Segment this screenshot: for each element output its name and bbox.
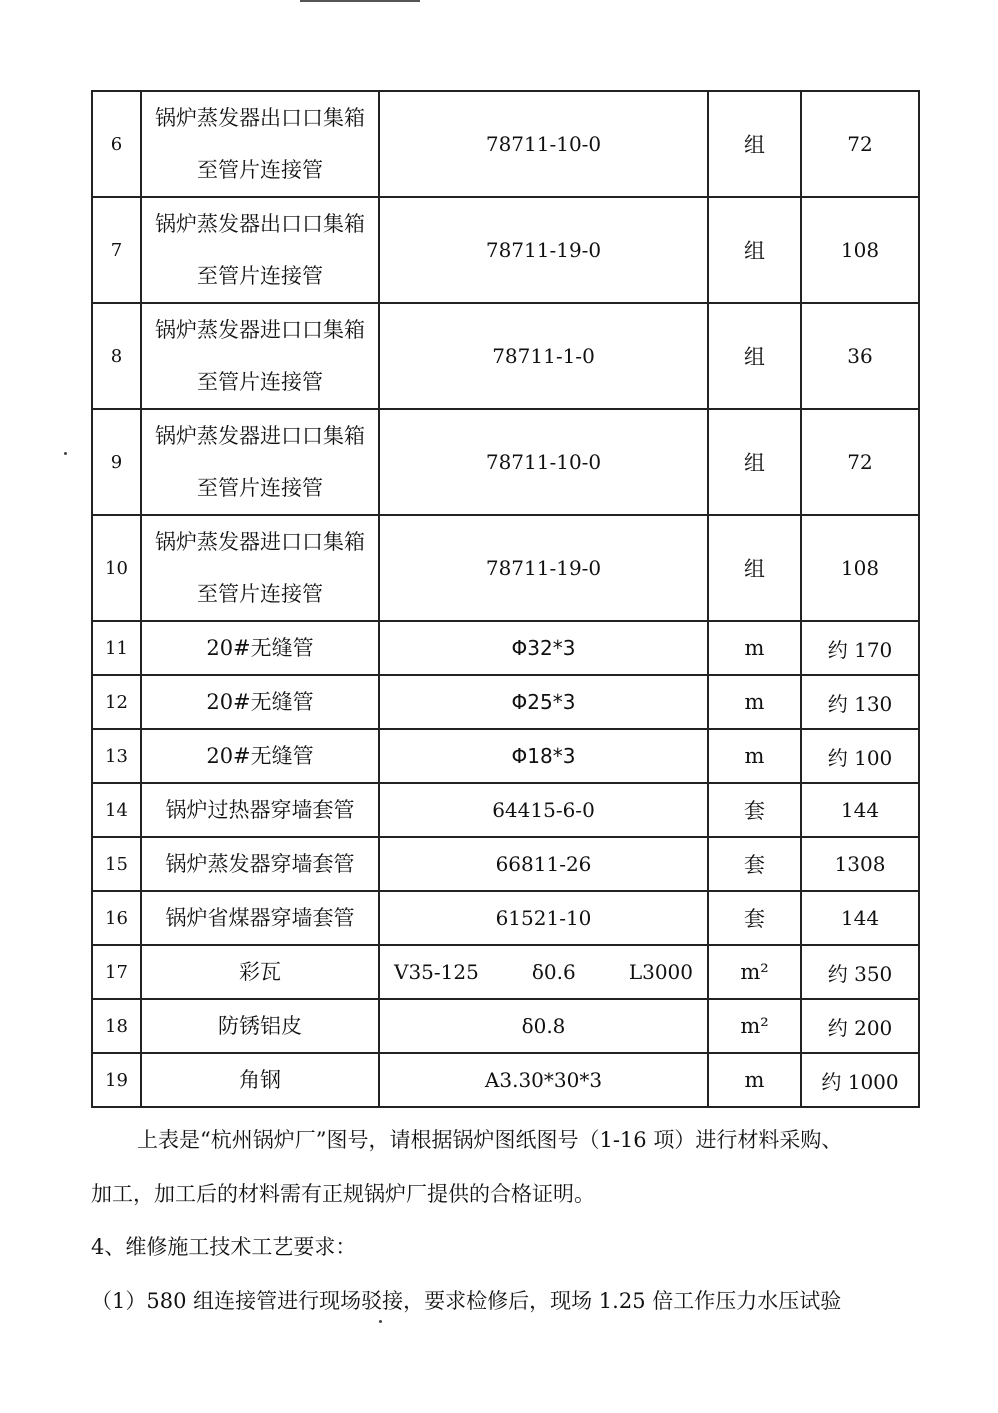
item-unit: 套 <box>708 837 801 891</box>
row-number: 12 <box>92 675 141 729</box>
materials-table <box>91 90 920 1108</box>
item-unit: m <box>708 675 801 729</box>
item-quantity: 约 170 <box>801 621 919 675</box>
table-row <box>92 91 919 197</box>
item-name: 锅炉省煤器穿墙套管 <box>141 891 379 945</box>
item-name: 20#无缝管 <box>141 729 379 783</box>
note-line-1: 上表是“杭州锅炉厂”图号，请根据锅炉图纸图号（1-16 项）进行材料采购、 <box>137 1128 843 1152</box>
item-spec: Φ25*3 <box>379 675 708 729</box>
item-unit: m <box>708 729 801 783</box>
table-row <box>92 1053 919 1107</box>
item-spec: 78711-1-0 <box>379 303 708 409</box>
row-number: 14 <box>92 783 141 837</box>
item-quantity: 72 <box>801 91 919 197</box>
item-spec: δ0.8 <box>379 999 708 1053</box>
item-quantity: 72 <box>801 409 919 515</box>
table-row <box>92 837 919 891</box>
table-row <box>92 945 919 999</box>
item-quantity: 144 <box>801 891 919 945</box>
section-4-title: 4、维修施工技术工艺要求： <box>91 1235 357 1259</box>
spec-part-model: V35-125 <box>394 960 479 984</box>
item-quantity: 1308 <box>801 837 919 891</box>
item-spec: A3.30*30*3 <box>379 1053 708 1107</box>
table-row <box>92 891 919 945</box>
item-unit: m² <box>708 945 801 999</box>
item-spec: Φ18*3 <box>379 729 708 783</box>
item-name: 锅炉蒸发器进口口集箱至管片连接管 <box>141 303 379 409</box>
item-name: 锅炉蒸发器进口口集箱至管片连接管 <box>141 409 379 515</box>
table-row <box>92 409 919 515</box>
row-number: 16 <box>92 891 141 945</box>
item-unit: m <box>708 1053 801 1107</box>
item-unit: 组 <box>708 409 801 515</box>
item-quantity: 约 100 <box>801 729 919 783</box>
item-quantity: 36 <box>801 303 919 409</box>
item-quantity: 144 <box>801 783 919 837</box>
row-number: 17 <box>92 945 141 999</box>
item-name: 防锈铝皮 <box>141 999 379 1053</box>
item-name: 彩瓦 <box>141 945 379 999</box>
item-quantity: 108 <box>801 515 919 621</box>
requirement-item-1: （1）580 组连接管进行现场驳接，要求检修后，现场 1.25 倍工作压力水压试验 <box>91 1289 842 1313</box>
row-number: 10 <box>92 515 141 621</box>
item-unit: 套 <box>708 891 801 945</box>
item-unit: 组 <box>708 197 801 303</box>
item-unit: 组 <box>708 91 801 197</box>
row-number: 13 <box>92 729 141 783</box>
item-spec: 66811-26 <box>379 837 708 891</box>
item-quantity: 108 <box>801 197 919 303</box>
item-quantity: 约 350 <box>801 945 919 999</box>
item-spec: 78711-10-0 <box>379 91 708 197</box>
table-row <box>92 783 919 837</box>
page-top-mark <box>300 0 420 8</box>
item-name: 锅炉蒸发器进口口集箱至管片连接管 <box>141 515 379 621</box>
item-unit: m <box>708 621 801 675</box>
item-unit: 套 <box>708 783 801 837</box>
item-spec: 78711-19-0 <box>379 515 708 621</box>
table-row <box>92 621 919 675</box>
item-quantity: 约 200 <box>801 999 919 1053</box>
table-row <box>92 675 919 729</box>
item-name: 角钢 <box>141 1053 379 1107</box>
item-spec: 78711-10-0 <box>379 409 708 515</box>
item-name: 锅炉蒸发器出口口集箱至管片连接管 <box>141 197 379 303</box>
row-number: 15 <box>92 837 141 891</box>
item-name: 锅炉蒸发器穿墙套管 <box>141 837 379 891</box>
item-quantity: 约 1000 <box>801 1053 919 1107</box>
table-row <box>92 729 919 783</box>
row-number: 19 <box>92 1053 141 1107</box>
item-spec: 64415-6-0 <box>379 783 708 837</box>
item-name: 20#无缝管 <box>141 621 379 675</box>
scan-speck <box>379 1320 382 1323</box>
spec-part-thickness: δ0.6 <box>531 960 576 984</box>
item-unit: m² <box>708 999 801 1053</box>
row-number: 9 <box>92 409 141 515</box>
item-name: 锅炉蒸发器出口口集箱至管片连接管 <box>141 91 379 197</box>
row-number: 11 <box>92 621 141 675</box>
table-row <box>92 999 919 1053</box>
row-number: 18 <box>92 999 141 1053</box>
item-spec: 78711-19-0 <box>379 197 708 303</box>
note-line-2: 加工，加工后的材料需有正规锅炉厂提供的合格证明。 <box>91 1182 595 1206</box>
item-name: 锅炉过热器穿墙套管 <box>141 783 379 837</box>
row-number: 6 <box>92 91 141 197</box>
item-spec: Φ32*3 <box>379 621 708 675</box>
scan-speck <box>64 452 67 455</box>
table-row <box>92 303 919 409</box>
item-unit: 组 <box>708 303 801 409</box>
item-quantity: 约 130 <box>801 675 919 729</box>
spec-part-length: L3000 <box>628 960 693 984</box>
row-number: 8 <box>92 303 141 409</box>
row-number: 7 <box>92 197 141 303</box>
item-unit: 组 <box>708 515 801 621</box>
table-row <box>92 515 919 621</box>
item-spec <box>379 945 708 999</box>
item-name: 20#无缝管 <box>141 675 379 729</box>
table-row <box>92 197 919 303</box>
item-spec: 61521-10 <box>379 891 708 945</box>
